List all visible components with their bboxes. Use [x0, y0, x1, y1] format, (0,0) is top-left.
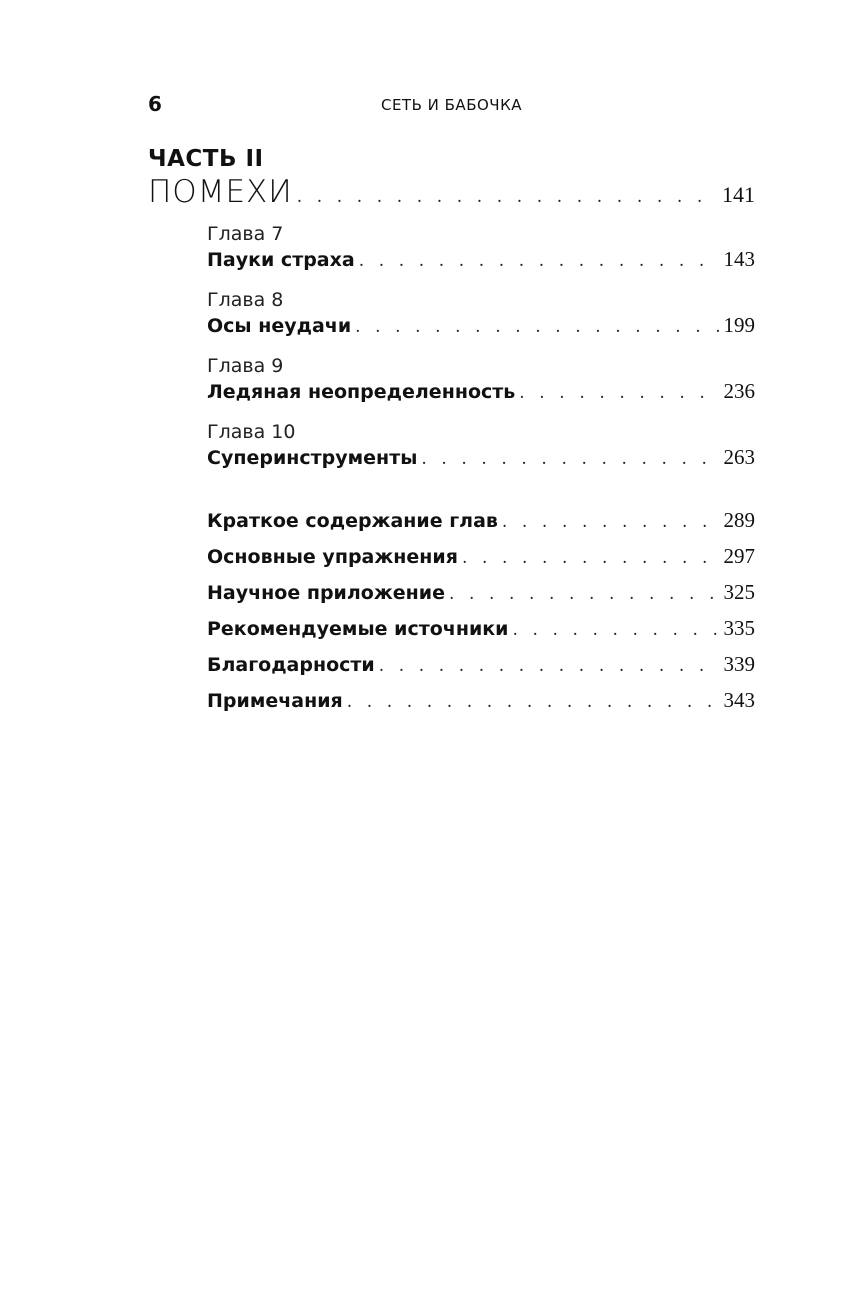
page-header — [148, 92, 755, 120]
toc-back-matter-appendix — [207, 580, 755, 608]
chapter-label: Глава 9 — [207, 355, 284, 377]
entry-page-number: 297 — [723, 544, 755, 568]
chapter-title: Ледяная неопределенность — [207, 381, 516, 403]
entry-page-number: 339 — [723, 652, 755, 676]
leader-dots — [297, 187, 718, 207]
chapter-label: Глава 8 — [207, 289, 284, 311]
chapter-label: Глава 10 — [207, 421, 296, 443]
entry-page-number: 325 — [723, 580, 755, 604]
chapter-title: Осы неудачи — [207, 315, 352, 337]
chapter-page-number: 263 — [723, 445, 755, 469]
entry-title: Рекомендуемые источники — [207, 618, 509, 640]
entry-title: Основные упражнения — [207, 546, 458, 568]
chapter-page-number: 143 — [723, 247, 755, 271]
leader-dots — [502, 512, 720, 532]
page-number: 6 — [148, 92, 162, 116]
entry-title: Примечания — [207, 690, 343, 712]
part-page-number: 141 — [722, 182, 755, 207]
entry-page-number: 343 — [723, 688, 755, 712]
entry-page-number: 289 — [723, 508, 755, 532]
leader-dots — [355, 317, 719, 337]
toc-chapter-10 — [207, 419, 755, 473]
toc-chapter-8 — [207, 287, 755, 341]
leader-dots — [359, 251, 720, 271]
part-label: ЧАСТЬ II — [148, 146, 264, 172]
chapter-label: Глава 7 — [207, 223, 284, 245]
chapter-page-number: 199 — [723, 313, 755, 337]
entry-title: Научное приложение — [207, 582, 445, 604]
leader-dots — [449, 584, 720, 604]
entry-title: Благодарности — [207, 654, 375, 676]
chapter-page-number: 236 — [723, 379, 755, 403]
toc-back-matter-notes — [207, 688, 755, 716]
leader-dots — [347, 692, 720, 712]
toc-part-row — [148, 174, 755, 214]
chapter-title: Суперинструменты — [207, 447, 418, 469]
toc-back-matter-summary — [207, 508, 755, 536]
toc-chapter-7 — [207, 221, 755, 275]
part-title: ПОМЕХИ — [148, 174, 293, 210]
toc-back-matter-acknowledgments — [207, 652, 755, 680]
leader-dots — [379, 656, 720, 676]
leader-dots — [421, 449, 719, 469]
entry-page-number: 335 — [723, 616, 755, 640]
toc-back-matter-exercises — [207, 544, 755, 572]
leader-dots — [462, 548, 720, 568]
entry-title: Краткое содержание глав — [207, 510, 498, 532]
toc-back-matter-sources — [207, 616, 755, 644]
running-title: СЕТЬ И БАБОЧКА — [380, 96, 522, 114]
leader-dots — [519, 383, 719, 403]
toc-chapter-9 — [207, 353, 755, 407]
chapter-title: Пауки страха — [207, 249, 355, 271]
leader-dots — [512, 620, 719, 640]
